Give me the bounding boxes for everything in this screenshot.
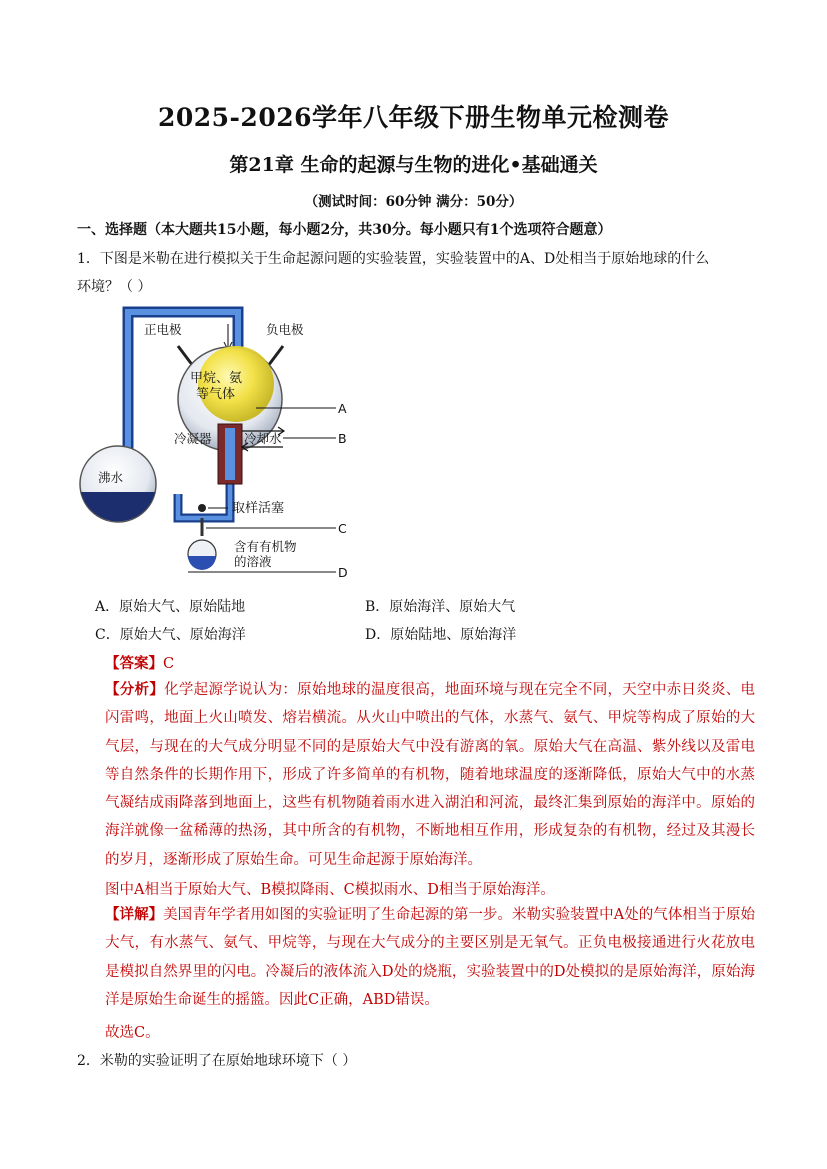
- positive-electrode-rod: [178, 346, 193, 366]
- analysis-tag: 【分析】: [105, 681, 165, 698]
- cooling-water-label: 冷却水: [244, 431, 282, 446]
- conclusion: 故选C。: [105, 1025, 160, 1041]
- organic-solution: [188, 556, 216, 570]
- analysis-paragraph: [105, 676, 755, 874]
- solution-label-line2: 的溶液: [234, 554, 272, 569]
- positive-electrode-label: 正电极: [144, 322, 182, 337]
- figure-label-a: A: [338, 401, 347, 416]
- miller-apparatus-diagram: [78, 304, 358, 586]
- gas-label-line1: 甲烷、氨: [190, 371, 243, 386]
- detail-text: 美国青年学者用如图的实验证明了生命起源的第一步。米勒实验装置中A处的气体相当于原始大气，有水蒸气、氨气、甲烷等，与现在大气成分的主要区别是无氧气。正负电极接通进行火花放电是模拟自然界里的闪电。冷凝后的液体流入D处的烧瓶，实验装置中的D处模拟的是原始海洋，原始海洋是原始生命诞生的摇篮。因此C正确，ABD错误。: [105, 907, 756, 1008]
- chapter-subtitle: 第21章 生命的起源与生物的进化•基础通关: [229, 154, 598, 176]
- negative-electrode-rod: [268, 346, 283, 366]
- page-title: 2025-2026学年八年级下册生物单元检测卷: [157, 103, 670, 132]
- gas-label-line2: 等气体: [196, 387, 236, 402]
- figure-label-c: C: [338, 521, 347, 536]
- question-2-stem: 2．米勒的实验证明了在原始地球环境下（ ）: [77, 1053, 357, 1069]
- figure-label-d: D: [338, 565, 348, 580]
- boiling-water: [81, 492, 155, 521]
- question-1-stem-line1: 1．下图是米勒在进行模拟关于生命起源问题的实验装置，实验装置中的A、D处相当于原始地球的什么: [77, 251, 710, 267]
- analysis-summary: 图中A相当于原始大气、B模拟降雨、C模拟雨水、D相当于原始海洋。: [105, 882, 555, 898]
- section-heading: 一、选择题（本大题共15小题，每小题2分，共30分。每小题只有1个选项符合题意）: [77, 222, 612, 238]
- boiling-water-label: 沸水: [98, 470, 124, 485]
- answer-tag: 【答案】: [105, 655, 163, 672]
- option-d[interactable]: D．原始陆地、原始海洋: [365, 627, 517, 643]
- answer-row: [105, 652, 174, 673]
- figure-label-b: B: [338, 431, 347, 446]
- exam-meta: （测试时间：60分钟 满分：50分）: [304, 194, 523, 210]
- option-c[interactable]: C．原始大气、原始海洋: [95, 627, 246, 643]
- option-a[interactable]: A．原始大气、原始陆地: [95, 599, 246, 615]
- sampling-valve-label: 取样活塞: [232, 501, 285, 516]
- condenser-inner: [225, 428, 235, 480]
- option-b[interactable]: B．原始海洋、原始大气: [365, 599, 516, 615]
- sampling-valve: [198, 504, 206, 512]
- analysis-text: 化学起源学说认为：原始地球的温度很高，地面环境与现在完全不同，天空中赤日炎炎、电闪雷鸣，地面上火山喷发、熔岩横流。从火山中喷出的气体，水蒸气、氨气、甲烷等构成了原始的大气层，与现在的大气成分明显不同的是原始大气中没有游离的氧。原始大气在高温、紫外线以及雷电等自然条件的长期作用下，形成了许多简单的有机物，随着地球温度的逐渐降低，原始大气中的水蒸气凝结成雨降落到地面上，这些有机物随着雨水进入湖泊和河流，最终汇集到原始的海洋中。原始的海洋就像一盆稀薄的热汤，其中所含的有机物，不断地相互作用，形成复杂的有机物，经过及其漫长的岁月，逐渐形成了原始生命。可见生命起源于原始海洋。: [105, 682, 756, 868]
- answer-value: C: [163, 656, 175, 672]
- question-1-stem-line2: 环境？（ ）: [77, 279, 152, 295]
- negative-electrode-label: 负电极: [266, 322, 304, 337]
- detail-tag: 【详解】: [105, 906, 164, 923]
- solution-label-line1: 含有有机物: [234, 539, 297, 554]
- condenser-label: 冷凝器: [174, 431, 212, 446]
- detail-paragraph: [105, 901, 755, 1014]
